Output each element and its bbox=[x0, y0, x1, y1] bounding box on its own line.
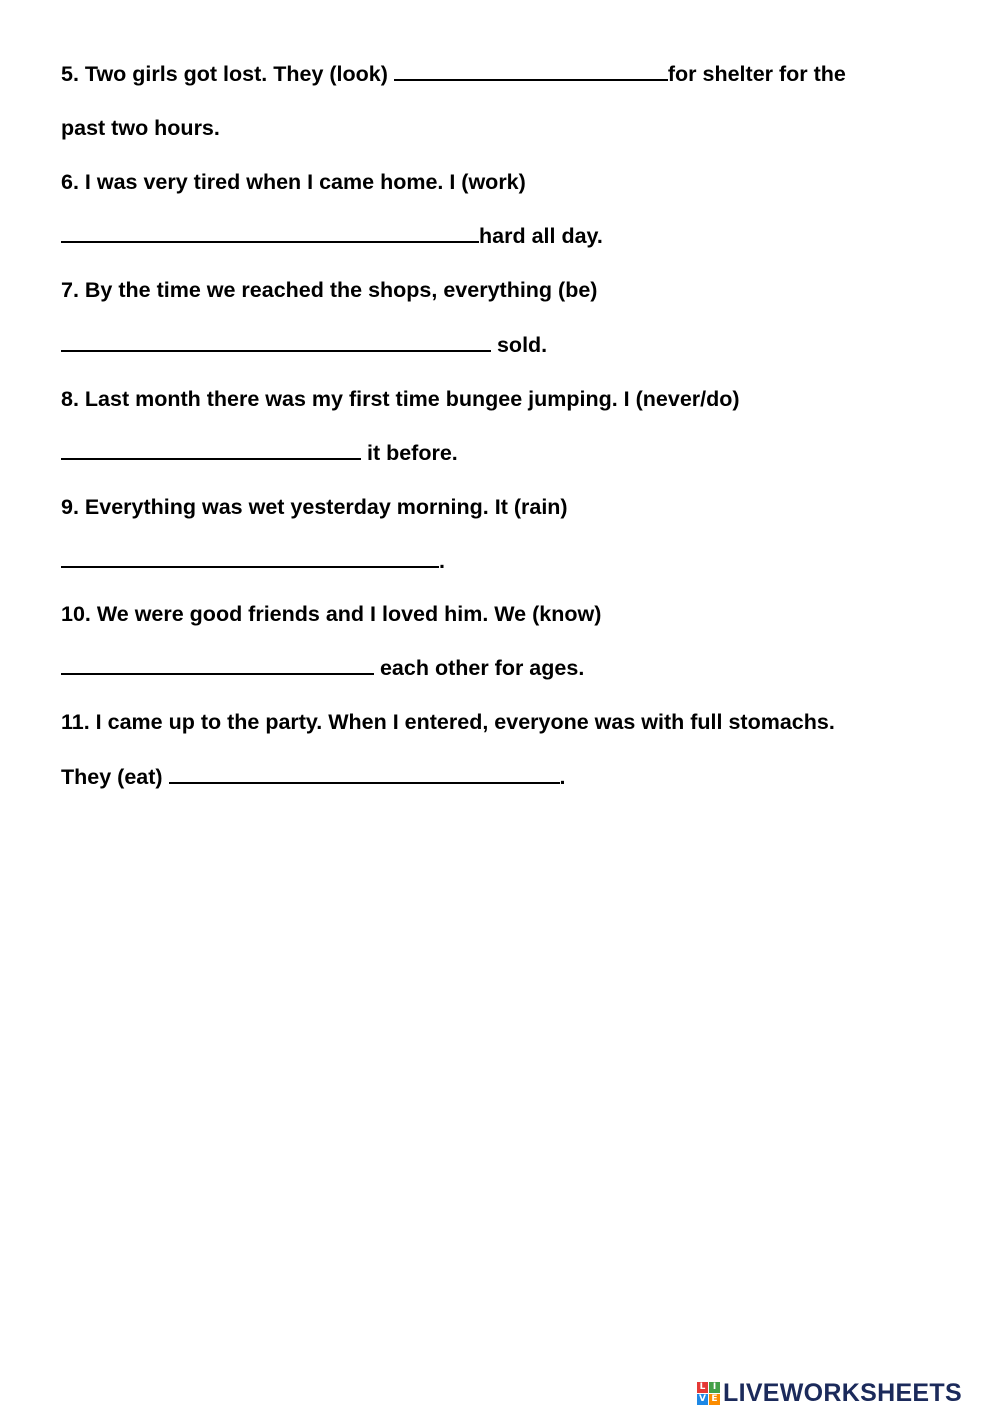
question-6-continuation: hard all day. bbox=[479, 224, 603, 248]
question-7-continuation: sold. bbox=[491, 333, 548, 357]
question-9-line-2 bbox=[61, 548, 445, 574]
question-10-line-1 bbox=[61, 601, 601, 627]
question-11-continuation: . bbox=[559, 765, 566, 789]
question-5-ending: past two hours. bbox=[61, 116, 220, 140]
question-8-line-1 bbox=[61, 386, 740, 412]
question-6-line-2 bbox=[61, 223, 603, 249]
answer-blank-5[interactable] bbox=[394, 61, 668, 81]
question-10-continuation: each other for ages. bbox=[374, 656, 585, 680]
question-6-prompt: 6. I was very tired when I came home. I (work) bbox=[61, 170, 526, 194]
question-5-line-2 bbox=[61, 115, 220, 141]
question-11-line-2 bbox=[61, 764, 566, 790]
logo-letter-l: L bbox=[697, 1382, 708, 1393]
question-9-line-1 bbox=[61, 494, 568, 520]
question-7-line-1 bbox=[61, 277, 597, 303]
question-9-prompt: 9. Everything was wet yesterday morning. It (rain) bbox=[61, 495, 568, 519]
question-11-line-1 bbox=[61, 709, 835, 735]
logo-mark-icon bbox=[697, 1382, 720, 1405]
question-8-continuation: it before. bbox=[361, 441, 458, 465]
answer-blank-7[interactable] bbox=[61, 332, 491, 352]
question-5-line-1 bbox=[61, 61, 846, 87]
logo-wordmark: LIVEWORKSHEETS bbox=[723, 1378, 962, 1407]
question-8-line-2 bbox=[61, 440, 458, 466]
question-7-prompt: 7. By the time we reached the shops, everything (be) bbox=[61, 278, 598, 302]
answer-blank-9[interactable] bbox=[61, 548, 439, 568]
question-10-prompt: 10. We were good friends and I loved him. We (know) bbox=[61, 602, 602, 626]
question-11-prompt: 11. I came up to the party. When I entered, everyone was with full stomachs. bbox=[61, 710, 835, 734]
question-7-line-2 bbox=[61, 332, 547, 358]
logo-letter-v: V bbox=[697, 1394, 708, 1405]
question-6-line-1 bbox=[61, 169, 526, 195]
question-11-lead: They (eat) bbox=[61, 765, 169, 789]
question-8-prompt: 8. Last month there was my first time bungee jumping. I (never/do) bbox=[61, 387, 740, 411]
answer-blank-10[interactable] bbox=[61, 655, 374, 675]
answer-blank-8[interactable] bbox=[61, 440, 361, 460]
logo-letter-e: E bbox=[709, 1394, 720, 1405]
answer-blank-11[interactable] bbox=[169, 764, 560, 784]
question-5-continuation: for shelter for the bbox=[667, 62, 846, 86]
question-5-prompt: 5. Two girls got lost. They (look) bbox=[61, 62, 394, 86]
question-9-continuation: . bbox=[439, 549, 445, 573]
logo-letter-i: I bbox=[709, 1382, 720, 1393]
question-10-line-2 bbox=[61, 655, 584, 681]
answer-blank-6[interactable] bbox=[61, 223, 479, 243]
liveworksheets-logo bbox=[697, 1378, 962, 1408]
